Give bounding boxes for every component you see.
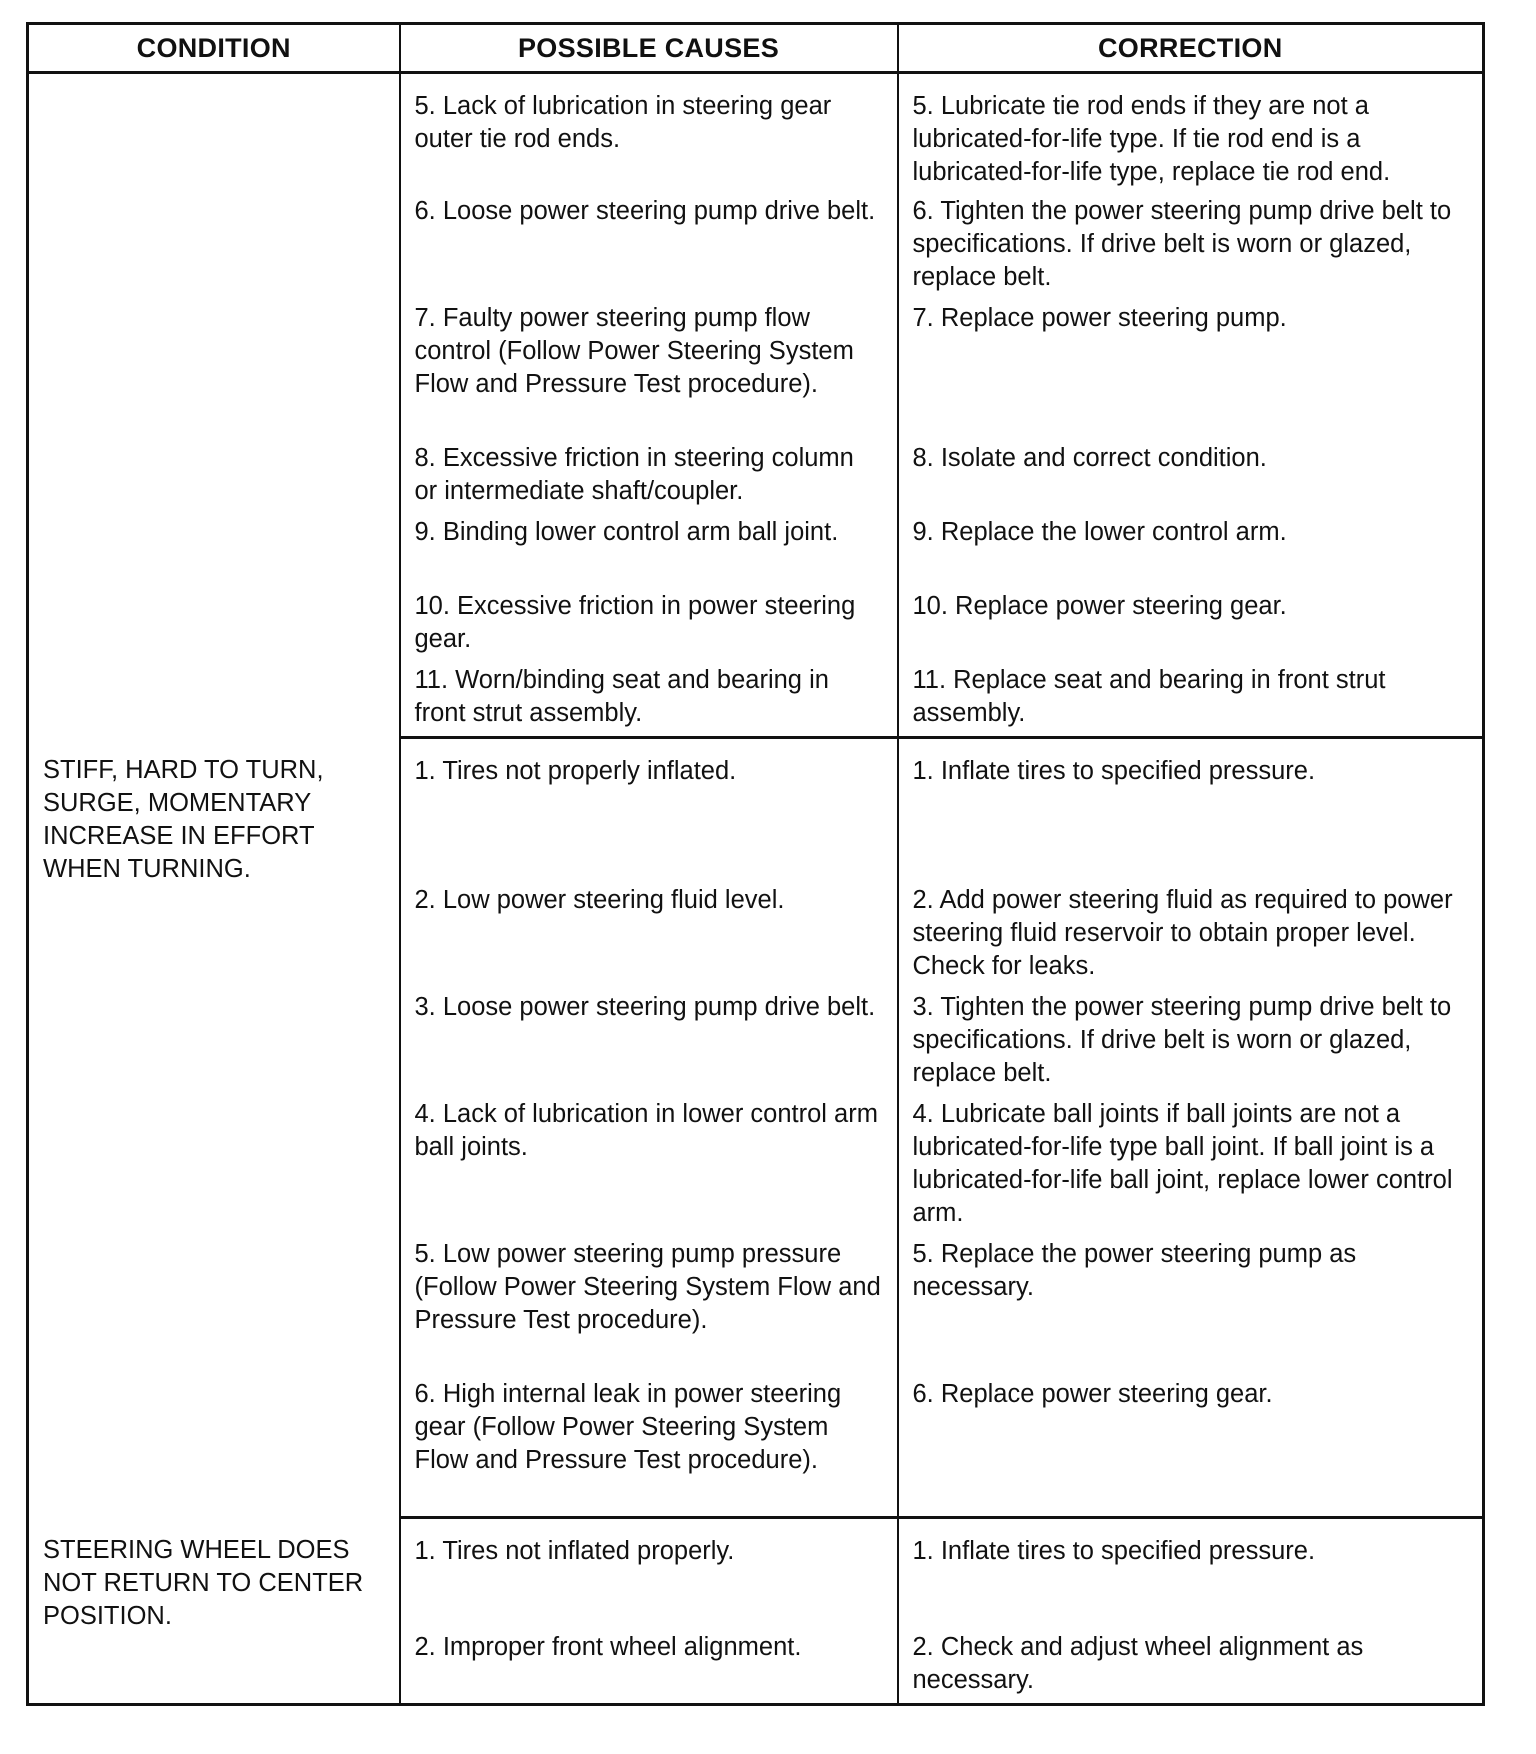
- cause-cell: 7. Faulty power steering pump flow control (Follow Power Steering System Flow and Pressure Test procedure).: [400, 296, 898, 436]
- correction-cell: 1. Inflate tires to specified pressure.: [898, 1518, 1484, 1625]
- cause-cell: 6. Loose power steering pump drive belt.: [400, 189, 898, 296]
- cause-cell: 2. Low power steering fluid level.: [400, 878, 898, 985]
- cause-cell: 3. Loose power steering pump drive belt.: [400, 985, 898, 1092]
- correction-cell: 2. Add power steering fluid as required to power steering fluid reservoir to obtain proper level. Check for leaks.: [898, 878, 1484, 985]
- table-row: [28, 738, 1484, 878]
- correction-cell: 10. Replace power steering gear.: [898, 584, 1484, 658]
- correction-cell: 2. Check and adjust wheel alignment as necessary.: [898, 1625, 1484, 1705]
- column-header-condition: CONDITION: [28, 24, 400, 73]
- cause-cell: 10. Excessive friction in power steering gear.: [400, 584, 898, 658]
- diagnosis-page: [26, 22, 1482, 1706]
- correction-cell: 3. Tighten the power steering pump drive belt to specifications. If drive belt is worn or glazed, replace belt.: [898, 985, 1484, 1092]
- cause-cell: 5. Lack of lubrication in steering gear outer tie rod ends.: [400, 73, 898, 190]
- correction-cell: 7. Replace power steering pump.: [898, 296, 1484, 436]
- correction-cell: 4. Lubricate ball joints if ball joints are not a lubricated-for-life type ball joint. If ball joint is a lubricated-for-life ball joint, replace lower control arm.: [898, 1092, 1484, 1232]
- cause-cell: 4. Lack of lubrication in lower control arm ball joints.: [400, 1092, 898, 1232]
- correction-cell: 1. Inflate tires to specified pressure.: [898, 738, 1484, 878]
- correction-cell: 6. Replace power steering gear.: [898, 1372, 1484, 1518]
- correction-cell: 5. Replace the power steering pump as necessary.: [898, 1232, 1484, 1372]
- table-row: [28, 73, 1484, 190]
- cause-cell: 6. High internal leak in power steering gear (Follow Power Steering System Flow and Pressure Test procedure).: [400, 1372, 898, 1518]
- diagnosis-table: [26, 22, 1485, 1706]
- table-row: [28, 1518, 1484, 1625]
- cause-cell: 1. Tires not properly inflated.: [400, 738, 898, 878]
- table-header-row: [28, 24, 1484, 73]
- condition-cell: STIFF, HARD TO TURN, SURGE, MOMENTARY INCREASE IN EFFORT WHEN TURNING.: [28, 738, 400, 1518]
- condition-cell: [28, 73, 400, 738]
- correction-cell: 5. Lubricate tie rod ends if they are not a lubricated-for-life type. If tie rod end is a lubricated-for-life type, replace tie rod end.: [898, 73, 1484, 190]
- column-header-correction: CORRECTION: [898, 24, 1484, 73]
- condition-cell: STEERING WHEEL DOES NOT RETURN TO CENTER POSITION.: [28, 1518, 400, 1705]
- correction-cell: 6. Tighten the power steering pump drive belt to specifications. If drive belt is worn or glazed, replace belt.: [898, 189, 1484, 296]
- cause-cell: 11. Worn/binding seat and bearing in front strut assembly.: [400, 658, 898, 738]
- cause-cell: 9. Binding lower control arm ball joint.: [400, 510, 898, 584]
- cause-cell: 8. Excessive friction in steering column or intermediate shaft/coupler.: [400, 436, 898, 510]
- correction-cell: 9. Replace the lower control arm.: [898, 510, 1484, 584]
- cause-cell: 5. Low power steering pump pressure (Follow Power Steering System Flow and Pressure Test procedure).: [400, 1232, 898, 1372]
- cause-cell: 1. Tires not inflated properly.: [400, 1518, 898, 1625]
- correction-cell: 11. Replace seat and bearing in front strut assembly.: [898, 658, 1484, 738]
- correction-cell: 8. Isolate and correct condition.: [898, 436, 1484, 510]
- column-header-possible-causes: POSSIBLE CAUSES: [400, 24, 898, 73]
- cause-cell: 2. Improper front wheel alignment.: [400, 1625, 898, 1705]
